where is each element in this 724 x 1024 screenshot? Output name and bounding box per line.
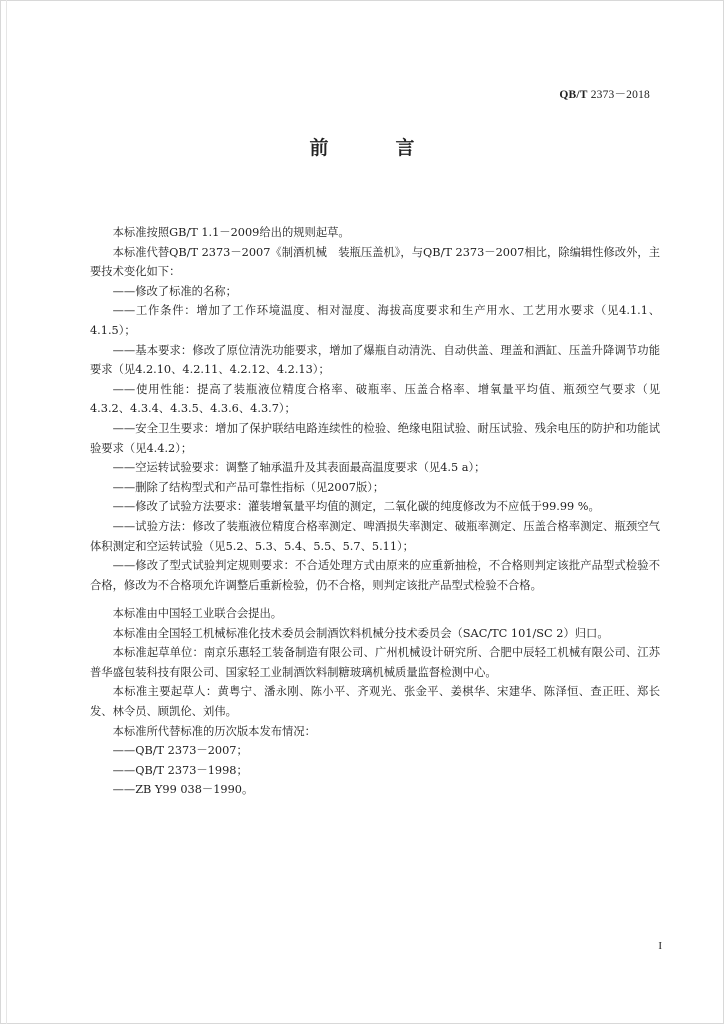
change-item: ——工作条件：增加了工作环境温度、相对湿度、海拔高度要求和生产用水、工艺用水要求（见4.1.1、4.1.5）；: [90, 304, 660, 337]
foreword-closing: [90, 604, 660, 800]
page-number: I: [658, 940, 662, 952]
change-item: ——安全卫生要求：增加了保护联结电路连续性的检验、绝缘电阻试验、耐压试验、残余电压的防护和功能试验要求（见4.4.2）；: [90, 421, 660, 455]
closing-paragraph: 本标准主要起草人：黄粤宁、潘永刚、陈小平、齐观光、张金平、姜棋华、宋建华、陈泽恒、查正旺、郑长发、林令员、顾凯伦、刘伟。: [90, 685, 660, 718]
closing-paragraph: 本标准由全国轻工机械标准化技术委员会制酒饮料机械分技术委员会（SAC/TC 101/SC 2）归口。: [112, 626, 609, 640]
standard-number: [559, 86, 650, 102]
closing-paragraph: 本标准起草单位：南京乐惠轻工装备制造有限公司、广州机械设计研究所、合肥中辰轻工机械有限公司、江苏普华盛包装科技有限公司、国家轻工业制酒饮料制糖玻璃机械质量监督检测中心。: [90, 646, 660, 679]
change-item: ——空运转试验要求：调整了轴承温升及其表面最高温度要求（见4.5 a）；: [112, 461, 486, 475]
change-item: ——使用性能：提高了装瓶液位精度合格率、破瓶率、压盖合格率、增氧量平均值、瓶颈空气要求（见4.3.2、4.3.4、4.3.5、4.3.6、4.3.7）；: [90, 382, 660, 416]
previous-version-item: ——QB/T 2373－2007；: [112, 744, 248, 758]
change-item: ——修改了型式试验判定规则要求：不合适处理方式由原来的应重新抽检，不合格则判定该批产品型式检验不合格，修改为不合格项允许调整后重新检验，仍不合格，则判定该批产品型式检验不合格。: [90, 559, 660, 592]
previous-version-item: ——ZB Y99 038－1990。: [112, 783, 254, 797]
change-item: ——修改了试验方法要求：灌装增氧量平均值的测定，二氧化碳的纯度修改为不应低于99.99 %。: [112, 500, 600, 514]
standard-prefix: QB/T: [559, 89, 588, 101]
closing-paragraph: 本标准由中国轻工业联合会提出。: [112, 607, 283, 620]
intro-paragraph: 本标准代替QB/T 2373－2007《制酒机械 装瓶压盖机》，与QB/T 2373－2007相比，除编辑性修改外，主要技术变化如下：: [90, 245, 660, 279]
change-item: ——基本要求：修改了原位清洗功能要求，增加了爆瓶自动清洗、自动供盖、理盖和酒缸、压盖升降调节功能要求（见4.2.10、4.2.11、4.2.12、4.2.13）；: [90, 343, 660, 377]
change-item: ——修改了标准的名称；: [112, 284, 237, 298]
previous-version-item: ——QB/T 2373－1998；: [112, 763, 248, 777]
standard-code: 2373－2018: [590, 89, 650, 101]
closing-paragraph: 本标准所代替标准的历次版本发布情况：: [112, 724, 316, 738]
change-item: ——删除了结构型式和产品可靠性指标（见2007版）；: [112, 480, 385, 494]
page-title: 前 言: [309, 137, 439, 159]
change-item: ——试验方法：修改了装瓶液位精度合格率测定、啤酒损失率测定、破瓶率测定、压盖合格率测定、瓶颈空气体积测定和空运转试验（见5.2、5.3、5.4、5.5、5.7、5.11）；: [90, 519, 660, 553]
foreword-body: [90, 223, 660, 595]
intro-paragraph: 本标准按照GB/T 1.1－2009给出的规则起草。: [112, 226, 350, 239]
